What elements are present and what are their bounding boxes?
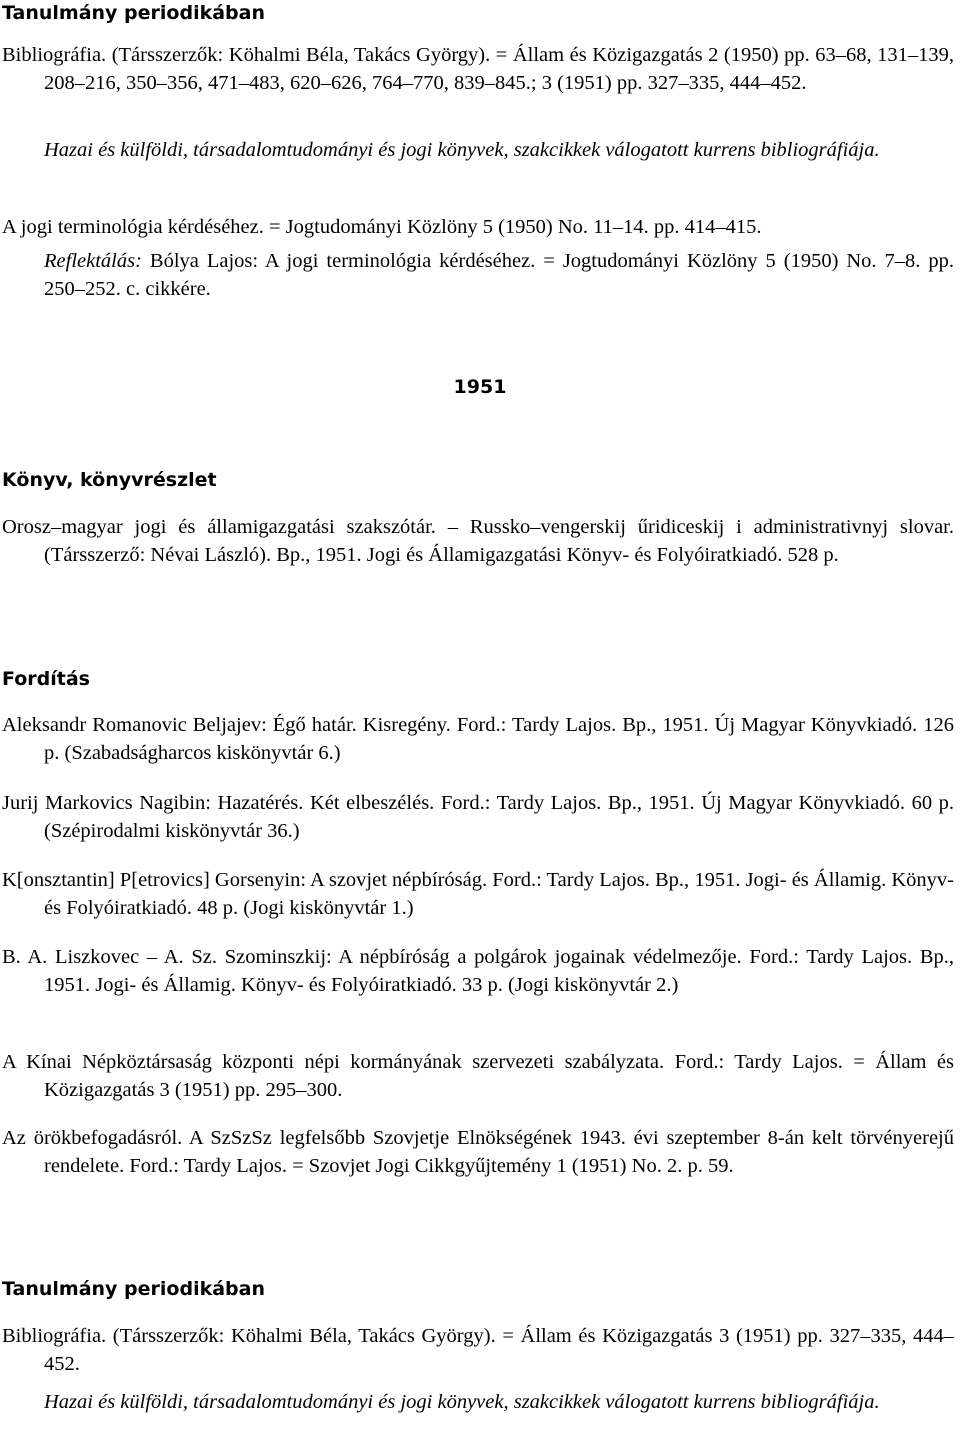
year-heading: 1951	[453, 376, 507, 398]
bibliography-entry: Jurij Markovics Nagibin: Hazatérés. Két elbeszélés. Ford.: Tardy Lajos. Bp., 1951. Új Magyar Könyvkiadó. 60 p. (Szépirodalmi kiskönyvtár 36.)	[2, 792, 954, 842]
bibliography-entry: B. A. Liszkovec – A. Sz. Szominszkij: A népbíróság a polgárok jogainak védelmezője. Ford.: Tardy Lajos. Bp., 1951. Jogi- és Államig. Könyv- és Folyóiratkiadó. 33 p. (Jogi kiskönyvtár 2.)	[2, 946, 954, 996]
reflection-label: Reflektálás:	[44, 250, 142, 272]
entry-annotation: Hazai és külföldi, társadalomtudományi és jogi könyvek, szakcikkek válogatott kurrens bibliográfiája.	[44, 1391, 880, 1413]
section-heading-study-periodical: Tanulmány periodikában	[2, 1278, 265, 1300]
bibliography-entry: Az örökbefogadásról. A SzSzSz legfelsőbb Szovjetje Elnökségének 1943. évi szeptember 8-án kelt törvényerejű rendelete. Ford.: Tardy Lajos. = Szovjet Jogi Cikkgyűjtemény 1 (1951) No. 2. p. 59.	[2, 1127, 954, 1177]
bibliography-entry: A jogi terminológia kérdéséhez. = Jogtudományi Közlöny 5 (1950) No. 11–14. pp. 414–415.	[2, 216, 762, 238]
section-heading-study-periodical: Tanulmány periodikában	[2, 2, 265, 24]
section-heading-translation: Fordítás	[2, 668, 90, 690]
section-heading-book: Könyv, könyvrészlet	[2, 469, 217, 491]
reflection-text: Bólya Lajos: A jogi terminológia kérdéséhez. = Jogtudományi Közlöny 5 (1950) No. 7–8. pp. 250–252. c. cikkére.	[44, 250, 955, 300]
bibliography-entry: Bibliográfia. (Társszerzők: Köhalmi Béla, Takács György). = Állam és Közigazgatás 3 (1951) pp. 327–335, 444–452.	[2, 1325, 954, 1375]
bibliography-entry: Bibliográfia. (Társszerzők: Köhalmi Béla, Takács György). = Állam és Közigazgatás 2 (1950) pp. 63–68, 131–139, 208–216, 350–356, 471–483, 620–626, 764–770, 839–845.; 3 (1951) pp. 327–335, 444–452.	[2, 44, 954, 94]
bibliography-entry: K[onsztantin] P[etrovics] Gorsenyin: A szovjet népbíróság. Ford.: Tardy Lajos. Bp., 1951. Jogi- és Államig. Könyv- és Folyóiratkiadó. 48 p. (Jogi kiskönyvtár 1.)	[2, 869, 954, 919]
entry-annotation: Hazai és külföldi, társadalomtudományi és jogi könyvek, szakcikkek válogatott kurrens bibliográfiája.	[44, 139, 880, 161]
bibliography-entry: A Kínai Népköztársaság központi népi kormányának szervezeti szabályzata. Ford.: Tardy Lajos. = Állam és Közigazgatás 3 (1951) pp. 295–300.	[2, 1051, 954, 1101]
entry-annotation	[44, 248, 954, 303]
bibliography-entry: Orosz–magyar jogi és államigazgatási szakszótár. – Russko–vengerskij űridiceskij i administrativnyj slovar. (Társszerző: Névai László). Bp., 1951. Jogi és Államigazgatási Könyv- és Folyóiratkiadó. 528 p.	[2, 516, 954, 566]
bibliography-entry: Aleksandr Romanovic Beljajev: Égő határ. Kisregény. Ford.: Tardy Lajos. Bp., 1951. Új Magyar Könyvkiadó. 126 p. (Szabadságharcos kiskönyvtár 6.)	[2, 714, 954, 764]
